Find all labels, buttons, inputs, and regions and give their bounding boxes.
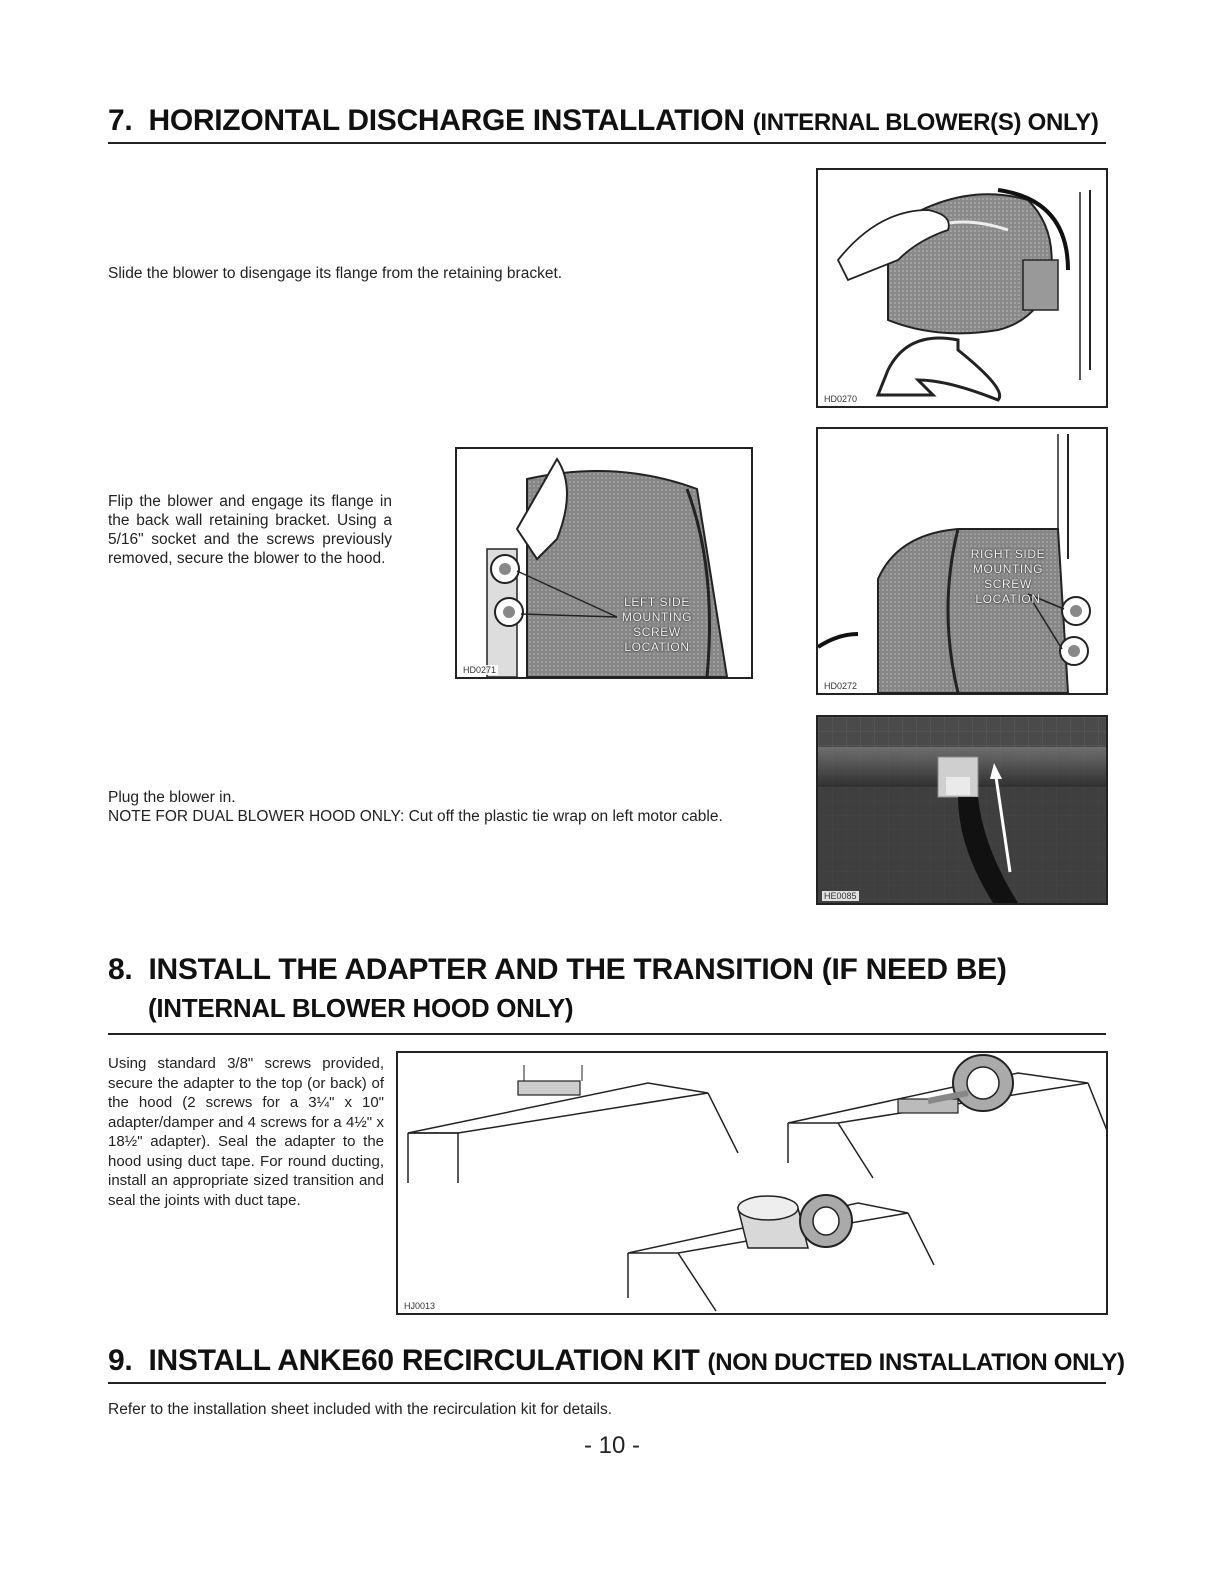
figure-adapter-install [396,1051,1108,1315]
adapter-install-illustration [398,1053,1106,1313]
right-side-screw-callout: RIGHT SIDE MOUNTING SCREW LOCATION [970,547,1046,606]
section-9-number: 9. [108,1344,133,1377]
section-8-title: INSTALL THE ADAPTER AND THE TRANSITION (IF NEED BE) [148,953,1007,986]
dual-blower-note: NOTE FOR DUAL BLOWER HOOD ONLY: Cut off the plastic tie wrap on left motor cable. [108,808,723,825]
figure-plug-blower-photo [816,715,1108,905]
figure-left-screw [455,447,753,679]
figure-code: HD0272 [824,681,858,691]
section-8-rule [108,1033,1106,1035]
section-9-title: INSTALL ANKE60 RECIRCULATION KIT [148,1344,700,1377]
hood-with-tape [788,1055,1106,1178]
plug-photo-illustration [818,717,1106,903]
section-7-rule [108,142,1106,144]
section-7-heading [108,104,1099,138]
section-8-number: 8. [108,953,133,986]
section-8-heading [108,953,1007,987]
figure-code: HJ0013 [404,1301,436,1311]
recirculation-kit-text: Refer to the installation sheet included with the recirculation kit for details. [108,1401,613,1418]
blower-slide-illustration [818,170,1106,406]
section-9-rule [108,1382,1106,1384]
figure-right-screw [816,427,1108,695]
adapter-instructions-text: Using standard 3/8" screws provided, secure the adapter to the top (or back) of the hood (2 screws for a 3¼" x 10" adapter/damper and 4 screws for a 4½" x 18½" adapter). Seal the adapter to the hood using duct tape. For round ducting, install an appropriate sized transition and seal the joints with duct tape. [108,1055,384,1209]
section-8-subheading: (INTERNAL BLOWER HOOD ONLY) [148,993,574,1023]
figure-slide-blower [816,168,1108,408]
step-plug-blower-text [108,788,828,826]
page-number: - 10 - [583,1432,640,1459]
hood-with-adapter [408,1065,738,1183]
section-7-subtitle: (INTERNAL BLOWER(S) ONLY) [752,109,1099,136]
figure-code: HE0085 [824,891,857,901]
section-7-title: HORIZONTAL DISCHARGE INSTALLATION [148,104,745,137]
section-7-number: 7. [108,104,133,137]
plug-blower-line: Plug the blower in. [108,789,236,806]
figure-code: HD0270 [824,394,858,404]
figure-code: HD0271 [463,665,497,675]
step-flip-blower-text: Flip the blower and engage its flange in the back wall retaining bracket. Using a 5/16" socket and the screws previously removed, secure the blower to the hood. [108,493,392,567]
hood-with-transition [628,1195,934,1311]
section-9-subtitle: (NON DUCTED INSTALLATION ONLY) [707,1349,1125,1376]
section-9-heading [108,1344,1125,1378]
left-side-screw-callout: LEFT SIDE MOUNTING SCREW LOCATION [621,595,693,654]
step-slide-blower-text: Slide the blower to disengage its flange from the retaining bracket. [108,265,563,282]
